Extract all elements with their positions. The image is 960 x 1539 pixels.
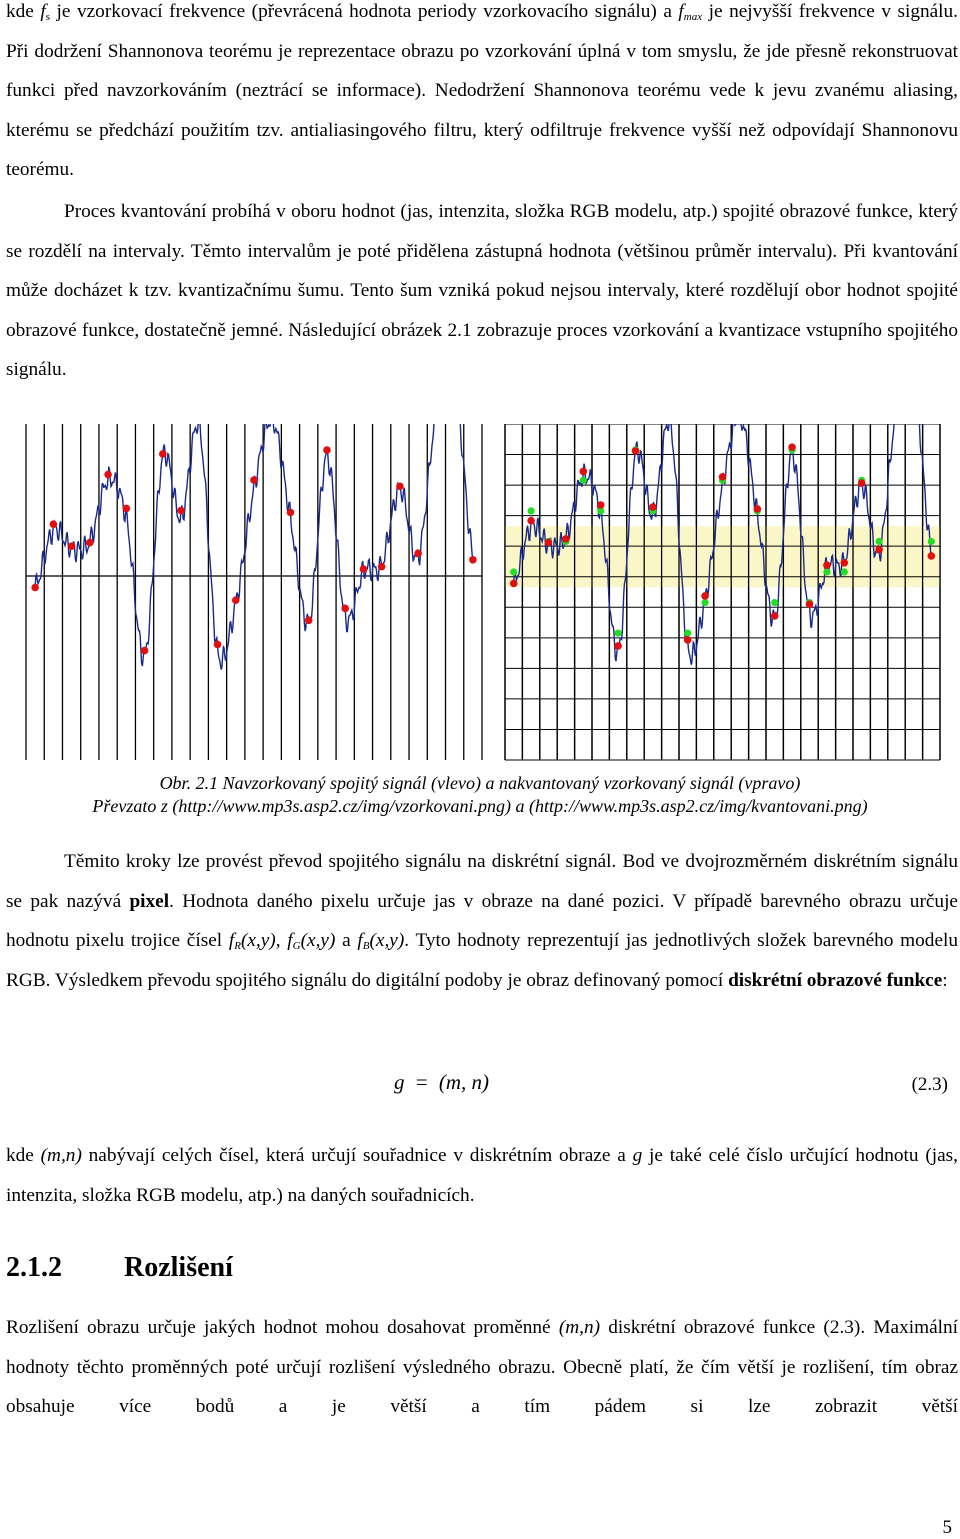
eq-lhs: g xyxy=(394,1070,405,1094)
sample-point xyxy=(858,479,866,487)
text: . Hodnota daného pixelu určuje jas v obraze na dané pozici. V případě barevného obrazu určuje hodnotu pixelu trojice čísel xyxy=(6,890,958,951)
resolution-paragraph xyxy=(6,1308,958,1427)
text: Rozlišení obrazu určuje jakých hodnot mohou dosahovat proměnné xyxy=(6,1317,559,1338)
sample-point xyxy=(875,546,883,554)
sample-point xyxy=(214,641,222,649)
sub-g: G xyxy=(292,940,301,952)
quantized-point xyxy=(702,599,709,606)
section-title: Rozlišení xyxy=(124,1252,233,1283)
text: . Tyto hodnoty reprezentují jas jednotlivých složek barevného modelu RGB. Výsledkem převodu spojitého signálu do digitální podoby je obraz definovaný pomocí xyxy=(6,930,958,991)
sample-point xyxy=(823,561,831,569)
sample-point xyxy=(250,476,258,484)
sample-point xyxy=(788,443,796,451)
f-g: f xyxy=(287,930,293,951)
sample-point xyxy=(50,520,58,528)
sample-point xyxy=(632,447,640,455)
figure-caption-source: Převzato z (http://www.mp3s.asp2.cz/img/vzorkovani.png) a (http://www.mp3s.asp2.cz/img/kvantovani.png) xyxy=(92,796,868,816)
intro-paragraph xyxy=(6,0,958,190)
text: : xyxy=(942,969,948,991)
sample-point xyxy=(378,563,386,571)
sample-point xyxy=(469,556,477,564)
sample-point xyxy=(754,505,762,513)
sub-max: max xyxy=(683,11,703,23)
eq-rhs: (m, n) xyxy=(438,1070,489,1094)
sample-point xyxy=(562,535,570,543)
sample-point xyxy=(597,501,605,509)
sample-point xyxy=(123,505,131,513)
quantized-point xyxy=(841,568,848,575)
sample-point xyxy=(396,483,404,491)
g: g xyxy=(632,1145,643,1166)
quantized-point xyxy=(615,629,622,636)
sample-point xyxy=(31,584,39,592)
section-heading xyxy=(6,1252,233,1284)
sampled-signal-panel xyxy=(26,424,482,760)
quantized-point xyxy=(823,568,830,575)
sample-point xyxy=(684,636,692,644)
sample-point xyxy=(104,471,112,479)
sample-point xyxy=(841,559,849,567)
sample-point xyxy=(614,642,622,650)
quantized-point xyxy=(684,629,691,636)
sample-point xyxy=(806,600,814,608)
f-b: f xyxy=(357,930,363,951)
sub-s: s xyxy=(45,11,51,23)
text: nabývají celých čísel, která určují souřadnice v diskrétním obraze a xyxy=(81,1145,633,1166)
sample-point xyxy=(414,550,422,558)
quantization-paragraph xyxy=(6,192,958,390)
page-number: 5 xyxy=(942,1517,952,1538)
quantized-point xyxy=(528,507,535,514)
quantized-signal-panel xyxy=(505,424,940,760)
sample-point xyxy=(649,503,657,511)
equation-number: (2.3) xyxy=(911,1074,948,1095)
section-number: 2.1.2 xyxy=(6,1252,62,1283)
eq-sign: = xyxy=(415,1070,428,1094)
figure-caption-title: Obr. 2.1 Navzorkovaný spojitý signál (vlevo) a nakvantovaný vzorkovaný signál (vpravo) xyxy=(159,773,801,793)
sample-point xyxy=(141,647,149,655)
sample-point xyxy=(305,616,313,624)
mn: (m,n) xyxy=(558,1317,601,1338)
sample-point xyxy=(527,517,535,525)
term-pixel: pixel xyxy=(129,890,170,912)
signal-curve xyxy=(35,424,473,670)
term-discrete-function: diskrétní obrazové funkce xyxy=(728,969,943,991)
xy: (x,y) xyxy=(300,930,336,951)
mn: (m,n) xyxy=(40,1145,82,1166)
sample-point xyxy=(323,446,331,454)
sub-r: R xyxy=(234,940,241,952)
text: kde xyxy=(6,1,41,22)
f-r: f xyxy=(228,930,235,951)
xy: (x,y) xyxy=(240,930,276,951)
text: kde xyxy=(6,1145,41,1166)
sample-point xyxy=(68,542,76,550)
sample-point xyxy=(510,580,518,588)
text: Proces kvantování probíhá v oboru hodnot (jas, intenzita, složka RGB modelu, atp.) spojité obrazové funkce, který se rozdělí na intervaly. Těmto intervalům je poté přidělena zástupná hodnota (většinou průměr intervalu). Při kvantování může docházet k tzv. kvantizačnímu šumu. Tento šum vzniká pokud nejsou intervaly, které rozdělují obor hodnot spojité obrazové funkce, dostatečně jemné. Následující obrázek 2.1 zobrazuje proces vzorkování a kvantizace vstupního spojitého signálu. xyxy=(6,201,958,380)
sample-point xyxy=(159,450,167,458)
sample-point xyxy=(341,605,349,613)
text: je nejvyšší frekvence v signálu. Při dodržení Shannonova teorému je reprezentace obrazu po vzorkování úplná v tom smyslu, že jde přesně rekonstruovat funkci před navzorkováním (neztrácí se informace). Nedodržení Shannonova teorému vede k jevu zvanému aliasing, kterému se předchází použitím tzv. antialiasingového filtru, který odfiltruje frekvence vyšší než odpovídají Shannonovu teorému. xyxy=(6,1,958,180)
sample-point xyxy=(771,612,779,620)
quantized-point xyxy=(771,599,778,606)
coordinates-paragraph xyxy=(6,1136,958,1215)
figure-sampled-quantized-signal xyxy=(0,424,960,764)
text: a xyxy=(335,930,358,951)
quantized-point xyxy=(580,477,587,484)
xy: (x,y) xyxy=(369,930,405,951)
f-s: f xyxy=(40,1,46,22)
sample-point xyxy=(545,539,553,547)
sample-point xyxy=(719,473,727,481)
text: , xyxy=(275,930,288,951)
sample-point xyxy=(928,552,936,560)
sub-b: B xyxy=(362,940,370,952)
text: je vzorkovací frekvence (převrácená hodnota periody vzorkovacího signálu) a xyxy=(50,1,679,22)
pixel-paragraph xyxy=(6,842,958,1000)
text: je také celé číslo určující hodnotu (jas, intenzita, složka RGB modelu, atp.) na daných souřadnicích. xyxy=(6,1145,958,1206)
equation xyxy=(394,1070,489,1095)
sample-point xyxy=(701,592,709,600)
sample-point xyxy=(360,565,368,573)
sample-point xyxy=(232,596,240,604)
quantized-point xyxy=(876,538,883,545)
sample-point xyxy=(580,468,588,476)
quantized-point xyxy=(510,568,517,575)
quantized-point xyxy=(928,538,935,545)
sample-point xyxy=(86,539,94,547)
text: Těmito kroky lze provést převod spojitého signálu na diskrétní signál. Bod ve dvojrozměrném diskrétním signálu se pak nazývá xyxy=(6,851,958,912)
figure-caption xyxy=(0,772,960,818)
sample-point xyxy=(287,509,295,517)
text: diskrétní obrazové funkce (2.3). Maximální hodnoty těchto proměnných poté určují rozlišení výsledného obrazu. Obecně platí, že čím větší je rozlišení, tím obraz obsahuje více bodů a je větší a tím pádem si lze zobrazit větší xyxy=(6,1317,958,1417)
f-max: f xyxy=(678,1,684,22)
sample-point xyxy=(177,507,185,515)
